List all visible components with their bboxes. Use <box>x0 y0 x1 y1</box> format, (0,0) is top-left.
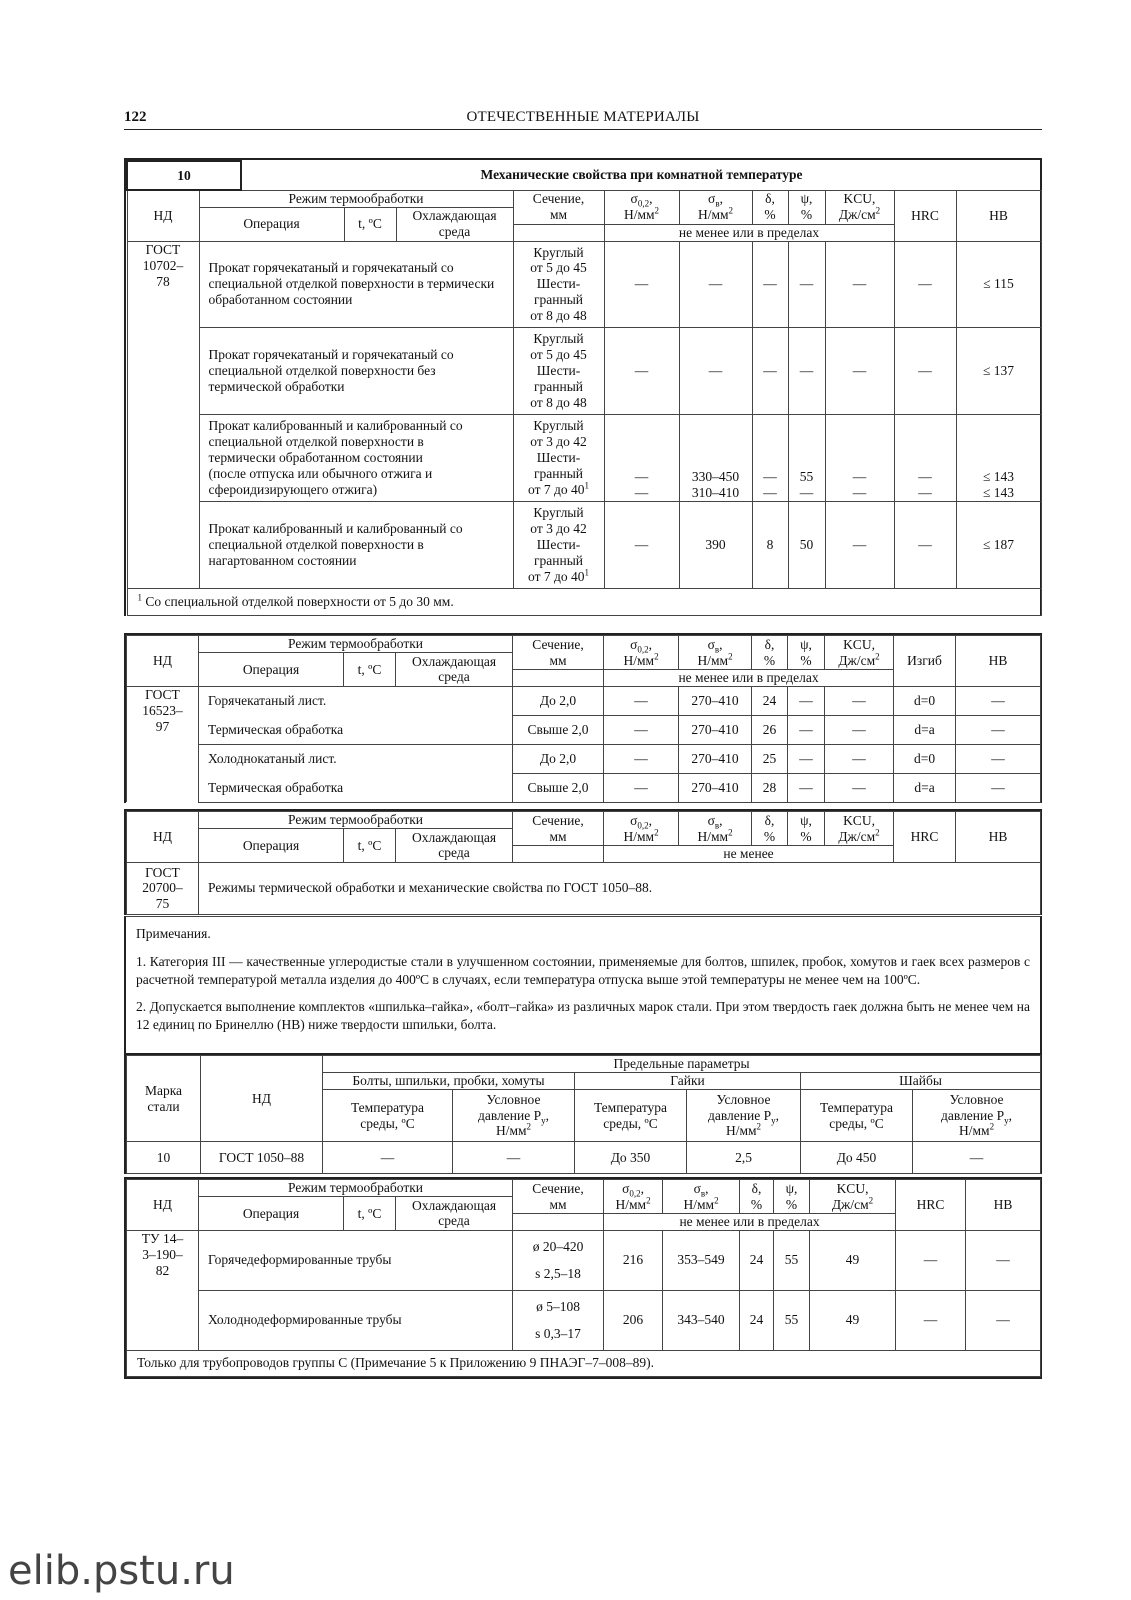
cell-s02: — <box>604 744 679 773</box>
col-operation: Операция <box>199 829 344 863</box>
cell-psi: 55 <box>774 1290 810 1350</box>
col-cooling: Охлаждающая среда <box>396 207 513 241</box>
cell-s02: — — <box>604 414 679 501</box>
cell-psi: — <box>788 327 825 414</box>
col-temp: t, ºС <box>344 653 396 687</box>
col-pressure: Условное давление $P_у$, $Н/мм^2$ <box>913 1090 1041 1142</box>
cell-kcu: — <box>825 773 894 802</box>
cell-sb: 353–549 <box>663 1230 740 1290</box>
row-section: Круглый от 5 до 45 Шести- гранный от 8 до 48 <box>513 327 604 414</box>
min-or-range-label: не менее или в пределах <box>604 670 894 687</box>
col-operation: Операция <box>199 207 344 241</box>
cell-psi: 50 <box>788 501 825 588</box>
cell-delta: 8 <box>752 501 788 588</box>
cell-hb: — <box>956 686 1041 715</box>
row-section: Круглый от 5 до 45 Шести- гранный от 8 до 48 <box>513 241 604 327</box>
cell-hrc: — <box>894 327 956 414</box>
min-or-range-label: не менее или в пределах <box>604 1214 896 1231</box>
col-hrc: HRC <box>894 812 956 863</box>
col-hb: НВ <box>956 190 1041 241</box>
col-group-washers: Шайбы <box>801 1073 1041 1090</box>
col-psi: ψ, % <box>774 1180 810 1214</box>
cell-sb: — <box>679 327 752 414</box>
limits-table <box>124 1053 1042 1174</box>
cell-hb: ≤ 143 ≤ 143 <box>956 414 1041 501</box>
cell-hb: ≤ 115 <box>956 241 1041 327</box>
table-row <box>127 327 1041 414</box>
cell-delta: — — <box>752 414 788 501</box>
col-psi: ψ, % <box>788 812 825 846</box>
cell-s02: 216 <box>604 1230 663 1290</box>
col-temp: Температура среды, ºС <box>323 1090 453 1142</box>
col-temp: t, ºС <box>344 829 396 863</box>
col-sb: $\sigma_в$, $Н/мм^2$ <box>679 636 752 670</box>
table-row <box>127 773 1041 802</box>
min-or-range-label: не менее или в пределах <box>604 224 894 241</box>
mech-table-block-3 <box>124 809 1042 915</box>
col-bend: Изгиб <box>894 636 956 687</box>
cell-s02: — <box>604 715 679 744</box>
cell-hrc: — <box>896 1230 966 1290</box>
col-section-blank <box>513 670 604 687</box>
cell-grade: 10 <box>127 1142 201 1174</box>
cell-sb: 270–410 <box>679 686 752 715</box>
cell-value: — <box>323 1142 453 1174</box>
col-section: Сечение, мм <box>513 190 604 224</box>
col-mode: Режим термообработки <box>199 1180 513 1197</box>
col-mode: Режим термообработки <box>199 190 513 207</box>
nd-cell: ГОСТ 16523– 97 <box>127 686 199 802</box>
col-mode: Режим термообработки <box>199 812 513 829</box>
mech-table-block-4 <box>124 1177 1042 1379</box>
col-kcu: KCU, $Дж/см^2$ <box>825 636 894 670</box>
row-description: Холоднокатаный лист. <box>199 744 513 773</box>
col-psi: ψ, % <box>788 636 825 670</box>
cell-psi: — <box>788 773 825 802</box>
row-section: Свыше 2,0 <box>513 715 604 744</box>
col-delta: δ, % <box>752 636 788 670</box>
col-s02: $\sigma_{0,2}$, $Н/мм^2$ <box>604 636 679 670</box>
col-section-blank <box>513 224 604 241</box>
page-title: ОТЕЧЕСТВЕННЫЕ МАТЕРИАЛЫ <box>466 109 700 125</box>
nd-cell: ГОСТ 10702– 78 <box>127 241 199 588</box>
nd-cell: ТУ 14– 3–190– 82 <box>127 1230 199 1350</box>
cell-kcu: 49 <box>810 1230 896 1290</box>
cell-psi: — <box>788 241 825 327</box>
cell-nd: ГОСТ 1050–88 <box>201 1142 323 1174</box>
table-row <box>127 1230 1041 1290</box>
page-header <box>124 107 1042 130</box>
cell-psi: 55 <box>774 1230 810 1290</box>
col-temp: Температура среды, ºС <box>801 1090 913 1142</box>
watermark: elib.pstu.ru <box>8 1548 235 1594</box>
cell-hb: — <box>966 1290 1041 1350</box>
col-section: Сечение, мм <box>513 1180 604 1214</box>
col-sb: $\sigma_в$, $Н/мм^2$ <box>679 190 752 224</box>
cell-value: До 450 <box>801 1142 913 1174</box>
cell-psi: — <box>788 686 825 715</box>
col-operation: Операция <box>199 653 344 687</box>
col-temp: t, ºС <box>344 207 396 241</box>
cell-hb: — <box>956 773 1041 802</box>
col-sb: $\sigma_в$, $Н/мм^2$ <box>663 1180 740 1214</box>
cell-kcu: — <box>825 501 894 588</box>
cell-psi: 55 — <box>788 414 825 501</box>
page-number: 122 <box>124 109 147 125</box>
table-row <box>127 715 1041 744</box>
cell-hb: ≤ 137 <box>956 327 1041 414</box>
table-row <box>127 744 1041 773</box>
col-group-bolts: Болты, шпильки, пробки, хомуты <box>323 1073 575 1090</box>
table-footnote: Только для трубопроводов группы С (Примечание 5 к Приложению 9 ПНАЭГ–7–008–89). <box>127 1350 1041 1376</box>
cell-s02: — <box>604 241 679 327</box>
cell-kcu: — — <box>825 414 894 501</box>
cell-s02: — <box>604 773 679 802</box>
col-section: Сечение, мм <box>513 636 604 670</box>
cell-hrc: — <box>896 1290 966 1350</box>
cell-hrc: — <box>894 501 956 588</box>
col-delta: δ, % <box>752 812 788 846</box>
cell-sb: 270–410 <box>679 773 752 802</box>
footnote: $^1$ Со специальной отделкой поверхности от 5 до 30 мм. <box>127 588 1041 615</box>
cell-kcu: — <box>825 715 894 744</box>
row-section: Круглый от 3 до 42 Шести- гранный от 7 до $40^1$ <box>513 501 604 588</box>
row-description: Холоднодеформированные трубы <box>199 1290 513 1350</box>
row-description: Горячекатаный лист. <box>199 686 513 715</box>
section-title: Механические свойства при комнатной температуре <box>241 161 1041 190</box>
cell-delta: — <box>752 241 788 327</box>
cell-bend: d=0 <box>894 686 956 715</box>
row-description: Прокат калиброванный и калиброванный со специальной отделкой поверхности в термически обработанном состоянии (после отпуска или обычного отжига и сфероидизирующего отжига) <box>199 414 513 501</box>
col-hb: НВ <box>956 812 1041 863</box>
table-row <box>127 501 1041 588</box>
col-s02: $\sigma_{0,2}$, $Н/мм^2$ <box>604 190 679 224</box>
col-delta: δ, % <box>752 190 788 224</box>
col-temp: Температура среды, ºС <box>575 1090 687 1142</box>
row-section: ø 20–420 s 2,5–18 <box>513 1230 604 1290</box>
col-hb: НВ <box>956 636 1041 687</box>
col-kcu: KCU, $Дж/см^2$ <box>825 812 894 846</box>
col-delta: δ, % <box>740 1180 774 1214</box>
cell-hb: — <box>956 715 1041 744</box>
col-nd: НД <box>127 636 199 687</box>
col-hb: НВ <box>966 1180 1041 1231</box>
col-group-nuts: Гайки <box>575 1073 801 1090</box>
cell-bend: d=a <box>894 773 956 802</box>
cell-s02: — <box>604 686 679 715</box>
col-cooling: Охлаждающая среда <box>396 653 513 687</box>
cell-hrc: — <box>894 241 956 327</box>
notes-title: Примечания. <box>136 926 211 941</box>
row-description: Прокат калиброванный и калиброванный со специальной отделкой поверхности в нагартованном состоянии <box>199 501 513 588</box>
col-s02: $\sigma_{0,2}$, $Н/мм^2$ <box>604 1180 663 1214</box>
cell-value: — <box>453 1142 575 1174</box>
cell-bend: d=0 <box>894 744 956 773</box>
cell-bend: d=a <box>894 715 956 744</box>
row-description: Термическая обработка <box>199 773 513 802</box>
cell-kcu: 49 <box>810 1290 896 1350</box>
table-row <box>127 862 1041 914</box>
col-psi: ψ, % <box>788 190 825 224</box>
table-row <box>127 686 1041 715</box>
cell-hb: — <box>956 744 1041 773</box>
col-pressure: Условное давление $P_у$, $Н/мм^2$ <box>453 1090 575 1142</box>
cell-hb: — <box>966 1230 1041 1290</box>
col-hrc: HRC <box>894 190 956 241</box>
cell-sb: 390 <box>679 501 752 588</box>
cell-delta: — <box>752 327 788 414</box>
col-section: Сечение, мм <box>513 812 604 846</box>
col-kcu: KCU, $Дж/см^2$ <box>810 1180 896 1214</box>
col-nd: НД <box>127 190 199 241</box>
cell-s02: — <box>604 501 679 588</box>
cell-value: До 350 <box>575 1142 687 1174</box>
table-row <box>127 414 1041 501</box>
row-section: Круглый от 3 до 42 Шести- гранный от 7 до $40^1$ <box>513 414 604 501</box>
col-cooling: Охлаждающая среда <box>396 1197 513 1231</box>
col-section-blank <box>513 846 604 863</box>
cell-kcu: — <box>825 327 894 414</box>
cell-psi: — <box>788 744 825 773</box>
cell-sb: — <box>679 241 752 327</box>
col-mode: Режим термообработки <box>199 636 513 653</box>
cell-s02: 206 <box>604 1290 663 1350</box>
col-section-blank <box>513 1214 604 1231</box>
min-label: не менее <box>604 846 894 863</box>
col-pressure: Условное давление $P_у$, $Н/мм^2$ <box>687 1090 801 1142</box>
cell-hb: ≤ 187 <box>956 501 1041 588</box>
col-limits-title: Предельные параметры <box>323 1056 1041 1073</box>
cell-value: — <box>913 1142 1041 1174</box>
row-description: Прокат горячекатаный и горячекатаный со специальной отделкой поверхности в термически обработанном состоянии <box>199 241 513 327</box>
section-number: 10 <box>127 161 241 190</box>
cell-delta: 24 <box>752 686 788 715</box>
col-nd: НД <box>127 1180 199 1231</box>
row-section: Свыше 2,0 <box>513 773 604 802</box>
row-section: До 2,0 <box>513 744 604 773</box>
cell-s02: — <box>604 327 679 414</box>
cell-delta: 24 <box>740 1230 774 1290</box>
row-description: Горячедеформированные трубы <box>199 1230 513 1290</box>
cell-sb: 270–410 <box>679 744 752 773</box>
cell-delta: 24 <box>740 1290 774 1350</box>
notes-block <box>124 916 1042 1054</box>
row-description: Термическая обработка <box>199 715 513 744</box>
col-cooling: Охлаждающая среда <box>396 829 513 863</box>
col-temp: t, ºС <box>344 1197 396 1231</box>
col-s02: $\sigma_{0,2}$, $Н/мм^2$ <box>604 812 679 846</box>
note-1: 1. Категория III — качественные углеродистые стали в улучшенном состоянии, применяемые для болтов, шпилек, пробок, хомутов и гаек всех размеров с расчетной температурой металла изделия до 400ºС в случаях, если температура отпуска выше этой температуры не менее чем на 100ºС. <box>136 954 1030 988</box>
col-operation: Операция <box>199 1197 344 1231</box>
cell-kcu: — <box>825 744 894 773</box>
row-section: ø 5–108 s 0,3–17 <box>513 1290 604 1350</box>
cell-sb: 270–410 <box>679 715 752 744</box>
col-grade: Марка стали <box>127 1056 201 1142</box>
cell-kcu: — <box>825 241 894 327</box>
row-section: До 2,0 <box>513 686 604 715</box>
cell-delta: 26 <box>752 715 788 744</box>
col-sb: $\sigma_в$, $Н/мм^2$ <box>679 812 752 846</box>
col-nd: НД <box>127 812 199 863</box>
cell-hrc: — — <box>894 414 956 501</box>
cell-sb: 343–540 <box>663 1290 740 1350</box>
row-description: Прокат горячекатаный и горячекатаный со специальной отделкой поверхности без термической обработки <box>199 327 513 414</box>
mech-table-block-1 <box>124 158 1042 616</box>
mech-table-block-2 <box>124 633 1042 803</box>
table-row <box>127 1290 1041 1350</box>
cell-kcu: — <box>825 686 894 715</box>
cell-sb: 330–450 310–410 <box>679 414 752 501</box>
cell-delta: 28 <box>752 773 788 802</box>
nd-cell: ГОСТ 20700– 75 <box>127 862 199 914</box>
cell-delta: 25 <box>752 744 788 773</box>
cell-value: 2,5 <box>687 1142 801 1174</box>
table-row <box>127 1142 1041 1174</box>
table-row <box>127 241 1041 327</box>
col-kcu: KCU, $Дж/см^2$ <box>825 190 894 224</box>
cell-psi: — <box>788 715 825 744</box>
col-nd: НД <box>201 1056 323 1142</box>
col-hrc: HRC <box>896 1180 966 1231</box>
note-2: 2. Допускается выполнение комплектов «шпилька–гайка», «болт–гайка» из различных марок стали. При этом твердость гаек должна быть не менее чем на 12 единиц по Бринеллю (НВ) ниже твердости шпильки, болта. <box>136 998 1030 1032</box>
row-description: Режимы термической обработки и механические свойства по ГОСТ 1050–88. <box>199 862 1041 914</box>
